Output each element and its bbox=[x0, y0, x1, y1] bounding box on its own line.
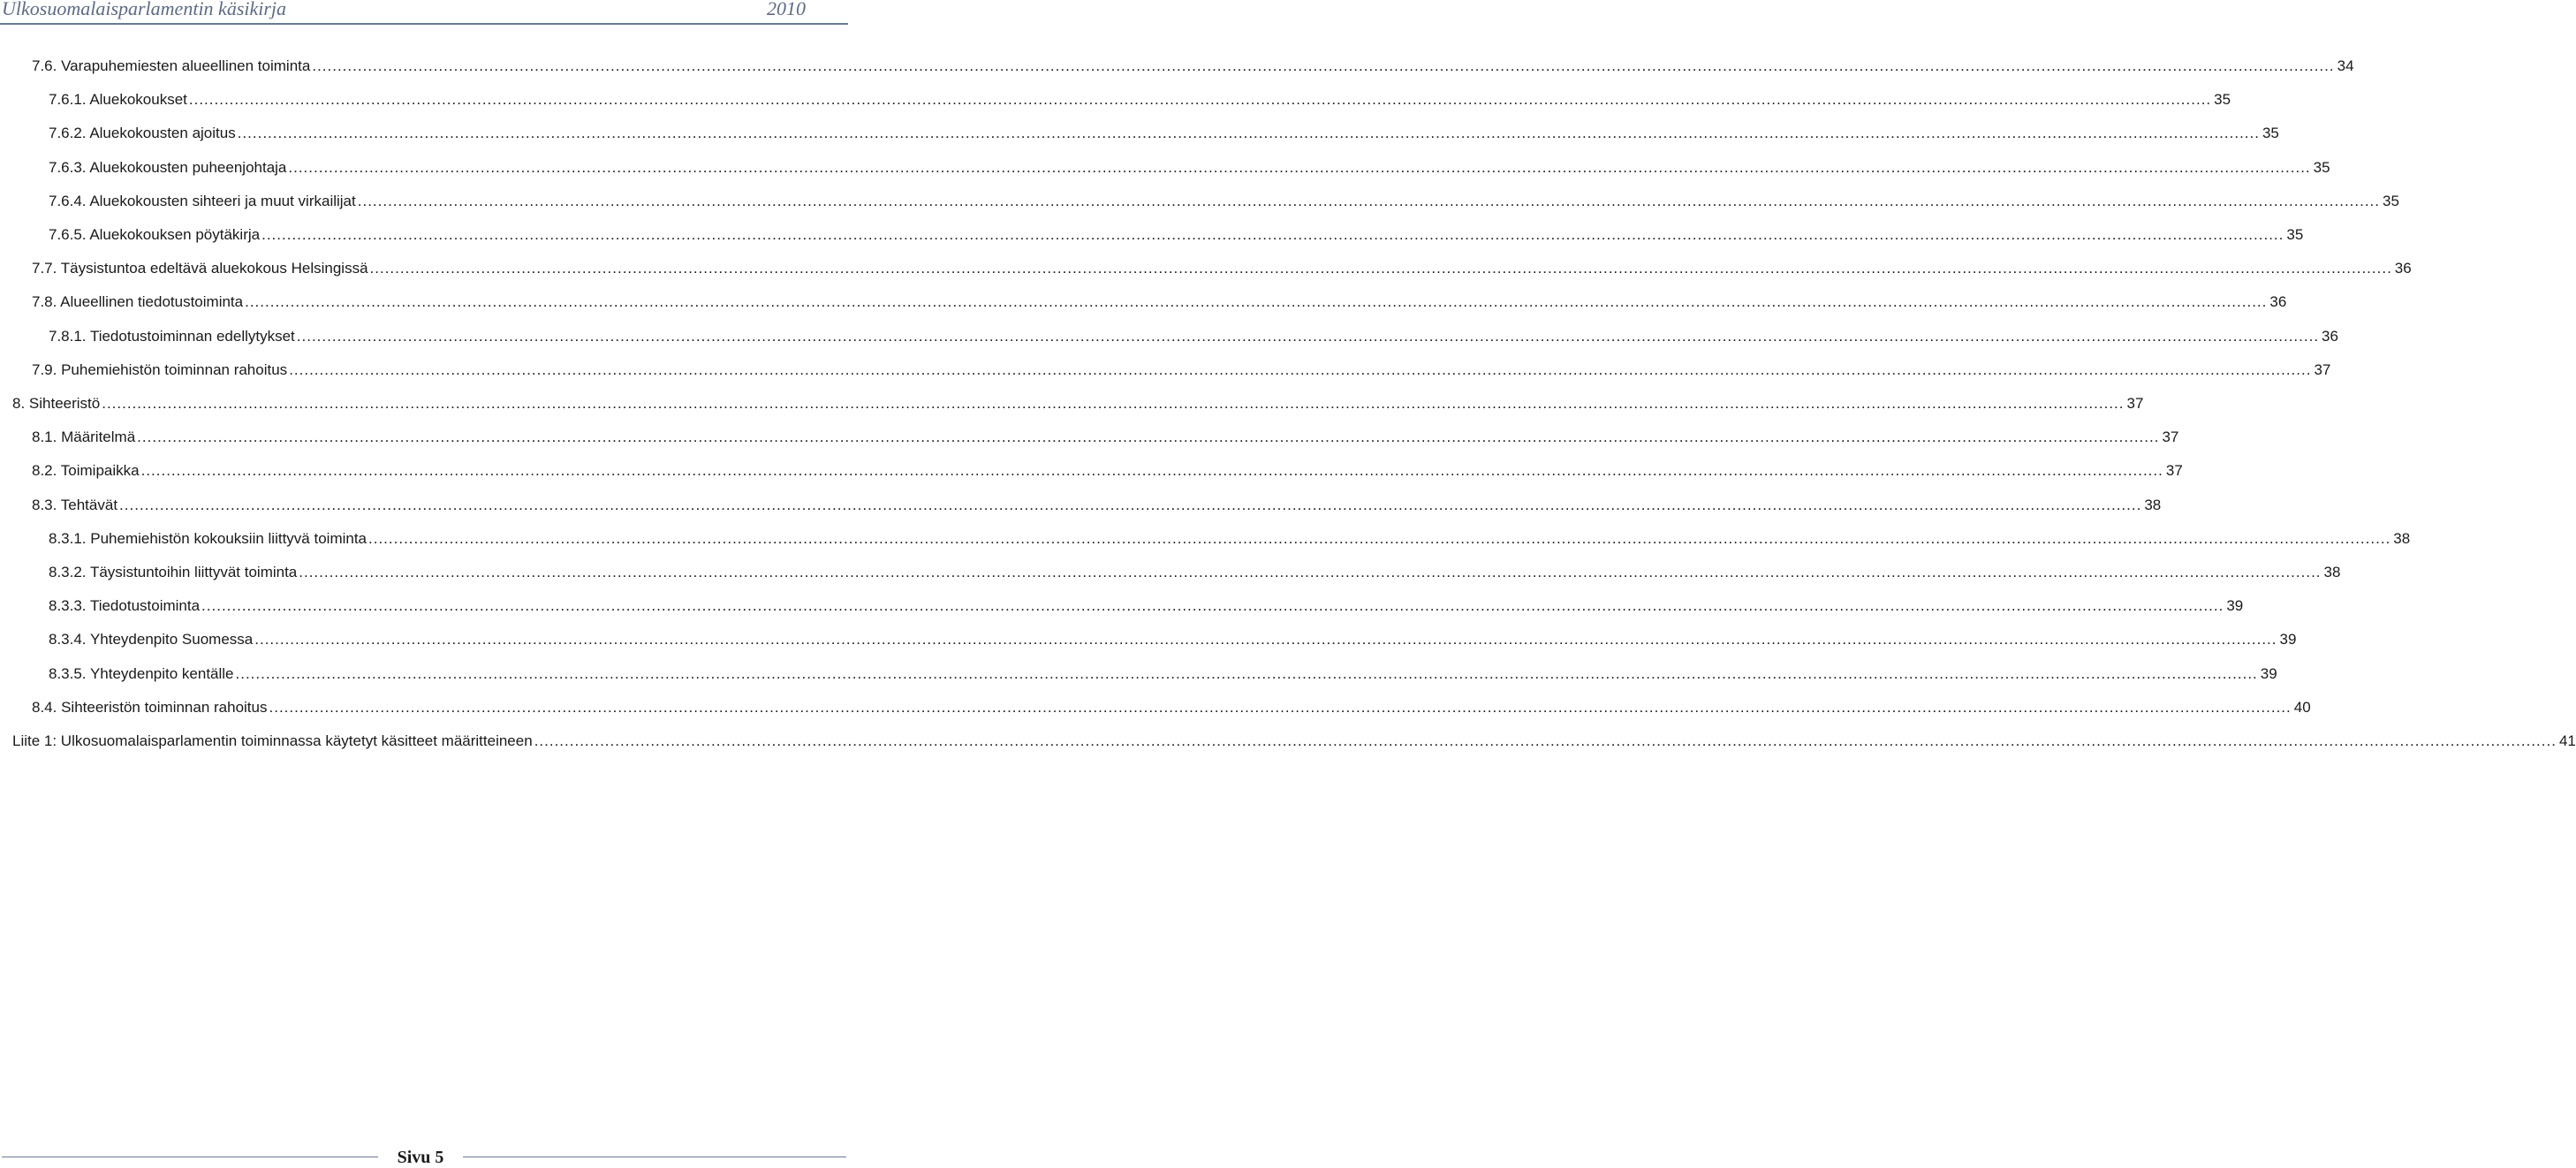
toc-entry-label: 7.6.4. Aluekokousten sihteeri ja muut virkailijat bbox=[49, 190, 358, 213]
toc-entry-label: 7.8. Alueellinen tiedotustoiminta bbox=[32, 291, 245, 314]
toc-entry-page: 37 bbox=[2163, 459, 2183, 482]
toc-row[interactable] bbox=[0, 291, 2287, 314]
toc-dot-leader: ................................................................................................................................................................................................................................................................................................................................................................................................................ bbox=[357, 192, 2381, 209]
toc-dot-leader: ................................................................................................................................................................................................................................................................................................................................................................................................................ bbox=[245, 293, 2268, 311]
toc-entry-page: 37 bbox=[2159, 426, 2178, 449]
toc-entry-label: 8.2. Toimipaikka bbox=[32, 459, 141, 482]
toc-dot-leader: ................................................................................................................................................................................................................................................................................................................................................................................................................ bbox=[237, 125, 2260, 142]
toc-entry-page: 35 bbox=[2311, 156, 2330, 179]
toc-entry-label: 8.3.5. Yhteydenpito kentälle bbox=[49, 663, 236, 686]
toc-row[interactable] bbox=[0, 663, 2277, 686]
toc-dot-leader: ................................................................................................................................................................................................................................................................................................................................................................................................................ bbox=[235, 664, 2258, 682]
toc-entry-label: 8.3.1. Puhemiehistön kokouksiin liittyvä toiminta bbox=[49, 527, 368, 550]
document-year: 2010 bbox=[767, 0, 806, 19]
toc-dot-leader: ................................................................................................................................................................................................................................................................................................................................................................................................................ bbox=[534, 732, 2557, 749]
toc-entry-page: 37 bbox=[2125, 392, 2144, 415]
toc-entry-page: 36 bbox=[2267, 291, 2286, 314]
toc-dot-leader: ................................................................................................................................................................................................................................................................................................................................................................................................................ bbox=[140, 462, 2163, 480]
toc-dot-leader: ................................................................................................................................................................................................................................................................................................................................................................................................................ bbox=[137, 429, 2160, 446]
toc-entry-label: 7.6.1. Aluekokoukset bbox=[49, 88, 189, 111]
toc-entry-page: 38 bbox=[2322, 561, 2341, 584]
toc-entry-label: 7.6.2. Aluekokousten ajoitus bbox=[49, 122, 238, 145]
page-header bbox=[0, 0, 848, 25]
toc-row[interactable] bbox=[0, 426, 2179, 449]
toc-row[interactable] bbox=[0, 392, 2144, 415]
toc-row[interactable] bbox=[0, 494, 2162, 517]
toc-dot-leader: ................................................................................................................................................................................................................................................................................................................................................................................................................ bbox=[289, 360, 2312, 378]
page-number: Sivu 5 bbox=[397, 1148, 444, 1167]
toc-row[interactable] bbox=[0, 190, 2399, 213]
toc-entry-page: 35 bbox=[2284, 224, 2303, 246]
toc-row[interactable] bbox=[0, 224, 2304, 246]
toc-entry-page: 35 bbox=[2211, 88, 2231, 111]
toc-dot-leader: ................................................................................................................................................................................................................................................................................................................................................................................................................ bbox=[201, 597, 2224, 615]
toc-entry-page: 35 bbox=[2260, 122, 2279, 145]
toc-entry-label: 7.7. Täysistuntoa edeltävä aluekokous Helsingissä bbox=[32, 257, 370, 280]
toc-dot-leader: ................................................................................................................................................................................................................................................................................................................................................................................................................ bbox=[261, 226, 2284, 243]
toc-entry-page: 38 bbox=[2141, 494, 2161, 517]
toc-dot-leader: ................................................................................................................................................................................................................................................................................................................................................................................................................ bbox=[369, 260, 2392, 277]
toc-entry-page: 39 bbox=[2277, 628, 2297, 651]
toc-dot-leader: ................................................................................................................................................................................................................................................................................................................................................................................................................ bbox=[119, 496, 2142, 513]
toc-entry-label: Liite 1: Ulkosuomalaisparlamentin toiminnassa käytetyt käsitteet määritteineen bbox=[12, 730, 534, 753]
toc-row[interactable] bbox=[0, 156, 2330, 179]
toc-entry-page: 34 bbox=[2335, 55, 2354, 78]
toc-entry-page: 36 bbox=[2319, 325, 2338, 348]
toc-dot-leader: ................................................................................................................................................................................................................................................................................................................................................................................................................ bbox=[288, 158, 2311, 176]
toc-dot-leader: ................................................................................................................................................................................................................................................................................................................................................................................................................ bbox=[254, 631, 2277, 648]
toc-row[interactable] bbox=[0, 730, 2576, 753]
toc-row[interactable] bbox=[0, 595, 2244, 618]
toc-row[interactable] bbox=[0, 325, 2338, 348]
toc-entry-page: 35 bbox=[2380, 190, 2399, 213]
toc-entry-label: 8.4. Sihteeristön toiminnan rahoitus bbox=[32, 696, 269, 719]
toc-entry-label: 8.3.3. Tiedotustoiminta bbox=[49, 595, 201, 618]
toc-dot-leader: ................................................................................................................................................................................................................................................................................................................................................................................................................ bbox=[312, 57, 2335, 74]
toc-row[interactable] bbox=[0, 257, 2412, 280]
toc-entry-label: 7.6.5. Aluekokouksen pöytäkirja bbox=[49, 224, 261, 246]
toc-dot-leader: ................................................................................................................................................................................................................................................................................................................................................................................................................ bbox=[368, 529, 2391, 547]
toc-entry-label: 8.3. Tehtävät bbox=[32, 494, 119, 517]
toc-entry-label: 7.8.1. Tiedotustoiminnan edellytykset bbox=[49, 325, 297, 348]
toc-row[interactable] bbox=[0, 527, 2411, 550]
toc-entry-label: 7.6.3. Aluekokousten puheenjohtaja bbox=[49, 156, 288, 179]
toc-dot-leader: ................................................................................................................................................................................................................................................................................................................................................................................................................ bbox=[102, 395, 2125, 412]
toc-entry-label: 8.1. Määritelmä bbox=[32, 426, 137, 449]
toc-entry-label: 7.6. Varapuhemiesten alueellinen toiminta bbox=[32, 55, 312, 78]
toc-row[interactable] bbox=[0, 459, 2183, 482]
toc-entry-page: 36 bbox=[2392, 257, 2412, 280]
toc-row[interactable] bbox=[0, 359, 2331, 382]
toc-entry-page: 40 bbox=[2292, 696, 2311, 719]
toc-dot-leader: ................................................................................................................................................................................................................................................................................................................................................................................................................ bbox=[269, 698, 2292, 716]
document-title: Ulkosuomalaisparlamentin käsikirja bbox=[2, 0, 287, 19]
toc-row[interactable] bbox=[0, 88, 2231, 111]
toc-entry-page: 37 bbox=[2311, 359, 2330, 382]
toc-entry-page: 39 bbox=[2258, 663, 2277, 686]
toc-row[interactable] bbox=[0, 561, 2341, 584]
toc-row[interactable] bbox=[0, 696, 2311, 719]
toc-entry-page: 41 bbox=[2557, 730, 2576, 753]
toc-entry-label: 8.3.2. Täysistuntoihin liittyvät toiminta bbox=[49, 561, 299, 584]
toc-entry-label: 7.9. Puhemiehistön toiminnan rahoitus bbox=[32, 359, 289, 382]
toc-entry-page: 38 bbox=[2390, 527, 2410, 550]
toc-row[interactable] bbox=[0, 628, 2297, 651]
toc-row[interactable] bbox=[0, 55, 2354, 78]
toc-dot-leader: ................................................................................................................................................................................................................................................................................................................................................................................................................ bbox=[296, 327, 2320, 345]
toc-dot-leader: ................................................................................................................................................................................................................................................................................................................................................................................................................ bbox=[188, 91, 2212, 109]
toc-dot-leader: ................................................................................................................................................................................................................................................................................................................................................................................................................ bbox=[299, 564, 2322, 580]
toc-entry-label: 8. Sihteeristö bbox=[12, 392, 102, 415]
toc-row[interactable] bbox=[0, 122, 2279, 145]
toc-entry-label: 8.3.4. Yhteydenpito Suomessa bbox=[49, 628, 254, 651]
toc-entry-page: 39 bbox=[2224, 595, 2243, 618]
